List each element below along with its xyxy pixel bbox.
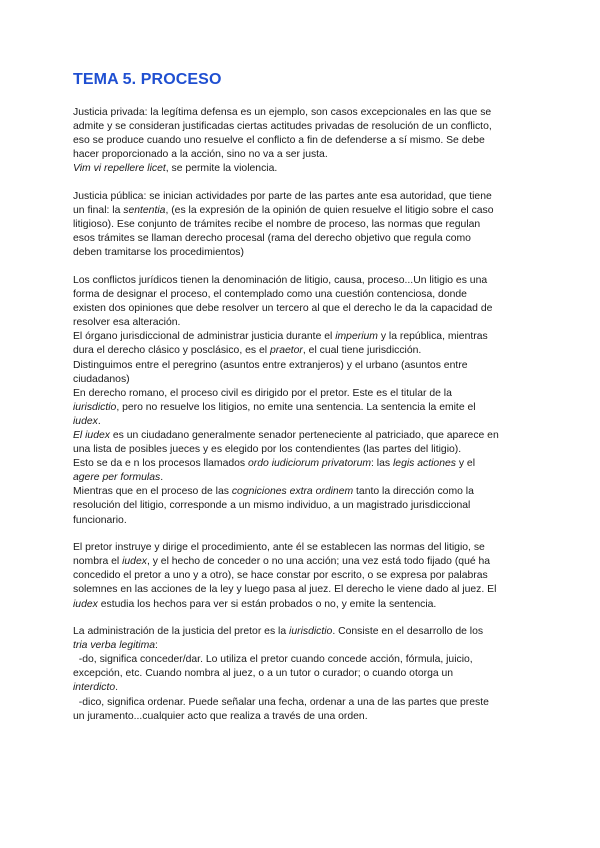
text-span: tanto la dirección como la	[353, 486, 474, 498]
text-line: un juramento...cualquier acto que realiza a través de una orden.	[73, 710, 368, 722]
text-line	[73, 162, 533, 176]
text-line: eso se produce cuando uno resuelve el conflicto a fin de defenderse a sí mismo. Se debe	[73, 135, 485, 147]
text-span: . Consiste en el desarrollo de los	[332, 626, 484, 638]
text-span: Esto se da e n los procesos llamados	[73, 458, 249, 470]
text-line: Los conflictos jurídicos tienen la denominación de litigio, causa, proceso...Un litigio es una	[73, 274, 488, 286]
text-line	[73, 485, 533, 499]
text-span: .	[160, 472, 164, 484]
text-line	[73, 429, 533, 443]
text-span: , (es la expresión de la opinión de quien resuelve el litigio sobre el caso	[165, 205, 494, 217]
document-body	[73, 106, 533, 737]
paragraph-justicia-publica	[73, 190, 533, 260]
latin-term: cogniciones extra ordinem	[231, 486, 354, 498]
text-line: En derecho romano, el proceso civil es dirigido por el pretor. Este es el titular de la	[73, 387, 452, 399]
latin-term: iurisdictio	[289, 626, 333, 638]
latin-term: agere per formulas	[73, 472, 161, 484]
paragraph-administracion	[73, 625, 533, 724]
text-line: Justicia pública: se inician actividades por parte de las partes ante esa autoridad, que tiene	[73, 190, 492, 202]
text-line	[73, 457, 533, 471]
text-line: existen dos opiniones que debe resolver un tercero al que el derecho le da la capacidad de	[73, 303, 493, 315]
text-line: resolución del litigio, corresponde a un mismo individuo, a un magistrado jurisdiccional	[73, 500, 471, 512]
text-line	[73, 639, 533, 653]
text-span: y el	[455, 458, 476, 470]
text-line: Justicia privada: la legítima defensa es un ejemplo, son casos excepcionales en las que se	[73, 107, 492, 118]
text-span: estudia los hechos para ver si están probados o no, y emite la sentencia.	[97, 598, 437, 610]
text-line: solemnes en las acciones de la ley y luego pasa al juez. El derecho le viene dado al juez. El	[73, 584, 497, 596]
text-line: deben tramitarse los procedimientos)	[73, 247, 244, 259]
text-line: Distinguimos entre el peregrino (asuntos entre extranjeros) y el urbano (asuntos entre	[73, 359, 468, 371]
text-span: Mientras que en el proceso de las	[73, 486, 232, 498]
text-span: .	[115, 682, 119, 694]
page-title: TEMA 5. PROCESO	[73, 71, 222, 88]
text-line	[73, 344, 533, 358]
text-line: ciudadanos)	[73, 373, 130, 385]
text-line: -dico, significa ordenar. Puede señalar una fecha, ordenar a una de las partes que preste	[73, 696, 489, 708]
paragraph-pretor	[73, 541, 533, 611]
latin-term: interdicto	[73, 682, 116, 694]
text-span: es un ciudadano generalmente senador perteneciente al patriciado, que aparece en	[109, 429, 499, 441]
latin-term: El iudex	[73, 429, 110, 441]
text-span: y la república, mientras	[377, 331, 488, 343]
text-line	[73, 598, 533, 612]
text-span: .	[97, 415, 101, 427]
text-span: un final: la	[73, 205, 124, 217]
text-line	[73, 471, 533, 485]
text-line	[73, 625, 533, 639]
latin-term: praetor	[269, 345, 303, 357]
text-line: hacer proporcionado a la acción, sino no va a ser justa.	[73, 149, 328, 161]
text-span: dura el derecho clásico y posclásico, es el	[73, 345, 270, 357]
latin-term: legis actiones	[392, 458, 456, 470]
text-line	[73, 204, 533, 218]
text-line: concedido el pretor a uno y a otro), se hace constar por escrito, o se expresa por palabras	[73, 570, 488, 582]
text-line	[73, 555, 533, 569]
paragraph-conflictos-juridicos	[73, 274, 533, 528]
text-line	[73, 330, 533, 344]
text-span: , se permite la violencia.	[165, 163, 278, 175]
latin-term: iurisdictio	[73, 401, 117, 413]
text-line: resolver esa alteración.	[73, 317, 181, 329]
text-line: litigioso). Ese conjunto de trámites recibe el nombre de proceso, las normas que regulan	[73, 219, 481, 231]
latin-term: ordo iudiciorum privatorum	[248, 458, 372, 470]
text-line: forma de designar el proceso, el contemplado como una cuestión contenciosa, donde	[73, 289, 467, 301]
text-line	[73, 401, 533, 415]
text-line: esos trámites se llaman derecho procesal (rama del derecho objetivo que regula como	[73, 233, 471, 245]
text-span: , y el hecho de conceder o no una acción; una vez está todo fijado (qué ha	[146, 556, 491, 568]
text-span: , pero no resuelve los litigios, no emite una sentencia. La sentencia la emite el	[116, 401, 476, 413]
text-line	[73, 415, 533, 429]
latin-term: iudex	[73, 415, 98, 427]
text-span: : las	[371, 458, 393, 470]
latin-term: tria verba legitima	[73, 640, 156, 652]
text-line: excepción, etc. Cuando nombra al juez, o a un tutor o curador; o cuando otorga un	[73, 668, 454, 680]
latin-term: iudex	[73, 598, 98, 610]
text-line: -do, significa conceder/dar. Lo utiliza el pretor cuando concede acción, fórmula, juicio,	[73, 654, 473, 666]
latin-term: imperium	[335, 331, 378, 343]
latin-phrase: Vim vi repellere licet	[73, 163, 166, 175]
text-span: El órgano jurisdiccional de administrar justicia durante el	[73, 331, 336, 343]
text-line: funcionario.	[73, 514, 127, 526]
text-line: El pretor instruye y dirige el procedimiento, ante él se establecen las normas del litigio, se	[73, 542, 485, 554]
text-span: , el cual tiene jurisdicción.	[302, 345, 422, 357]
text-line	[73, 681, 533, 695]
text-span: :	[155, 640, 158, 652]
text-span: La administración de la justicia del pretor es la	[73, 626, 290, 638]
latin-term: iudex	[122, 556, 147, 568]
text-line: una lista de posibles jueces y es elegido por los contendientes (las partes del litigio).	[73, 444, 462, 456]
paragraph-justicia-privada	[73, 106, 533, 176]
text-span: nombra el	[73, 556, 123, 568]
text-line: admite y se consideran justificadas ciertas actitudes privadas de resolución de un conflicto,	[73, 121, 492, 133]
latin-term: sententia	[123, 205, 166, 217]
